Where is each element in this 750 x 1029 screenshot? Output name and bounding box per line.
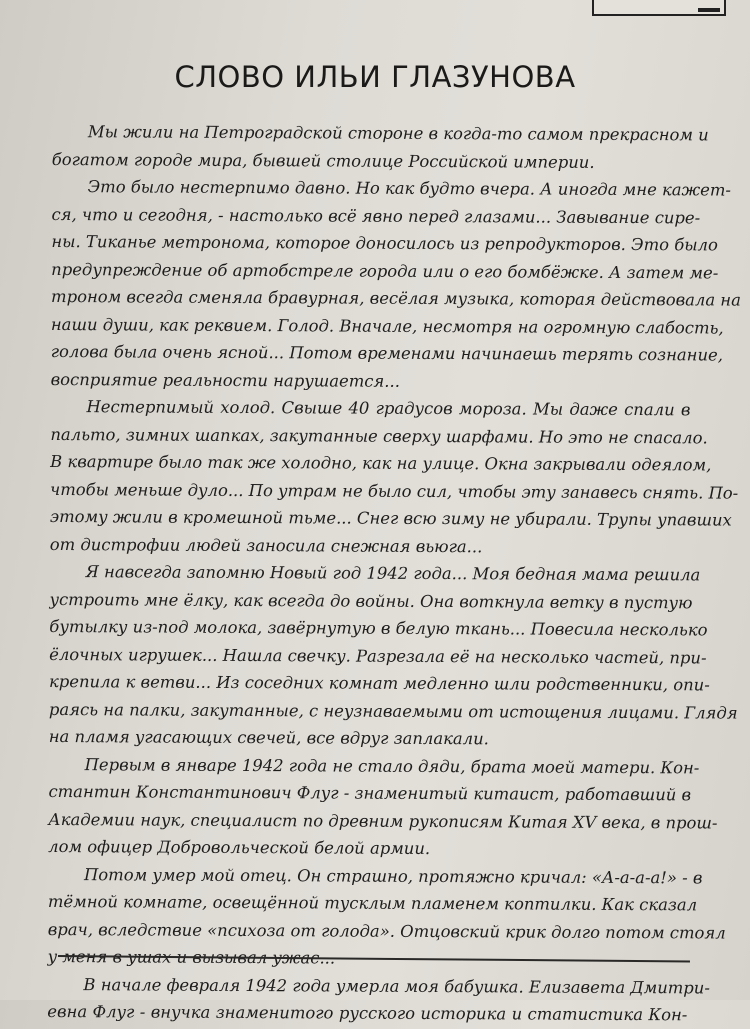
text-line: В начале февраля 1942 года умерла моя бабушка. Елизавета Дмитри- (83, 974, 710, 997)
text-line: от дистрофии людей заносила снежная вьюга... (49, 534, 483, 556)
text-line: пальто, зимних шапках, закутанные сверху шарфами. Но это не спасало. (50, 424, 708, 447)
page-number-mark (698, 0, 720, 12)
text-line: голова была очень ясной... Потом временами начинаешь терять сознание, (50, 341, 724, 365)
text-line: Академии наук, специалист по древним рукописям Китая XV века, в прош- (48, 809, 718, 832)
text-line: лом офицер Добровольческой белой армии. (48, 836, 431, 858)
text-line: раясь на палки, закутанные, с неузнаваемыми от истощения лицами. Глядя (48, 699, 738, 723)
text-line: ся, что и сегодня, - настолько всё явно перед глазами... Завывание сире- (51, 204, 701, 227)
text-line: Я навсегда запомню Новый год 1942 года... Моя бедная мама решила (85, 562, 701, 585)
text-line: врач, вследствие «психоза от голода». Отцовский крик долго потом стоял (47, 919, 726, 943)
text-line: бутылку из-под молока, завёрнутую в белую ткань... Повесила несколько (49, 616, 708, 640)
text-line: Это было нестерпимо давно. Но как будто вчера. А иногда мне кажет- (87, 177, 732, 200)
text-line: тёмной комнате, освещённой тусклым пламенем коптилки. Как сказал (47, 891, 698, 915)
text-line: ёлочных игрушек... Нашла свечку. Разрезала её на несколько частей, при- (49, 644, 707, 667)
text-line: Нестерпимый холод. Свыше 40 градусов мороза. Мы даже спали в (86, 397, 691, 420)
chapter-body (47, 118, 741, 1029)
text-line: стантин Константинович Флуг - знаменитый китаист, работавший в (48, 781, 692, 805)
text-line: наши души, как реквием. Голод. Вначале, несмотря на огромную слабость, (50, 314, 724, 338)
text-line: Первым в январе 1942 года не стало дяди, брата моей матери. Кон- (84, 754, 700, 777)
text-line: на пламя угасающих свечей, все вдруг заплакали. (48, 726, 489, 749)
text-line: В квартире было так же холодно, как на улице. Окна закрывали одеялом, (50, 451, 712, 475)
text-line: богатом городе мира, бывшей столице Российской империи. (51, 149, 595, 172)
text-line: чтобы меньше дуло... По утрам не было сил, чтобы эту занавесь снять. По- (50, 479, 739, 503)
text-line: восприятие реальности нарушается... (50, 369, 400, 391)
text-line: евна Флуг - внучка знаменитого русского историка и статистика Кон- (47, 1001, 688, 1025)
text-line: ны. Тиканье метронома, которое доносилось из репродукторов. Это было (51, 231, 718, 255)
text-line: устроить мне ёлку, как всегда до войны. Она воткнула ветку в пустую (49, 589, 693, 612)
text-line: у меня в ушах и вызывал ужас... (47, 946, 336, 968)
chapter-title: СЛОВО ИЛЬИ ГЛАЗУНОВА (174, 60, 576, 94)
text-line: крепила к ветви... Из соседних комнат медленно шли родственники, опи- (48, 671, 710, 695)
text-line: троном всегда сменяла бравурная, весёлая музыка, которая действовала на (51, 286, 741, 310)
text-line: Мы жили на Петроградской стороне в когда-то самом прекрасном и (87, 122, 709, 145)
text-line: Потом умер мой отец. Он страшно, протяжно кричал: «А-а-а-а!» - в (83, 864, 703, 887)
text-line: этому жили в кромешной тьме... Снег всю зиму не убирали. Трупы упавших (49, 506, 732, 530)
text-line: предупреждение об артобстреле города или о его бомбёжке. А затем ме- (51, 259, 719, 282)
